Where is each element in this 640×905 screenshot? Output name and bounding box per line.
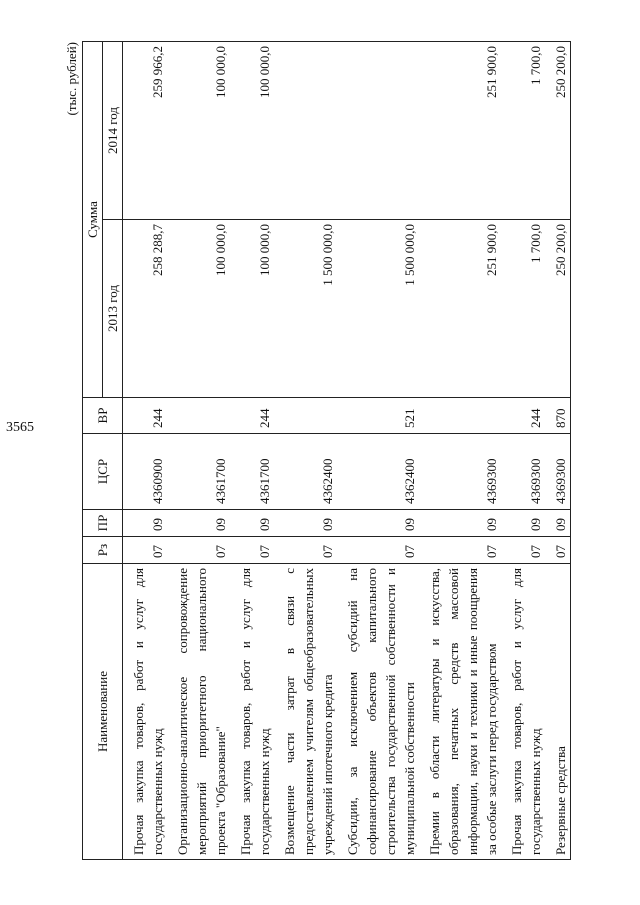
row-sum-2013: 1 700,0 <box>501 220 545 398</box>
row-csr: 4369300 <box>545 434 571 510</box>
units-label: (тыс. рублей) <box>64 42 79 116</box>
header-year-2014: 2014 год <box>103 42 123 220</box>
row-sum-2014 <box>274 42 337 220</box>
row-pr: 09 <box>123 510 168 537</box>
table-row <box>545 42 571 860</box>
row-rz: 07 <box>545 537 571 564</box>
header-pr: ПР <box>83 510 123 537</box>
header-csr: ЦСР <box>83 434 123 510</box>
row-csr: 4361700 <box>230 434 274 510</box>
table-row <box>337 42 419 860</box>
row-sum-2013: 258 288,7 <box>123 220 168 398</box>
header-year-2013: 2013 год <box>103 220 123 398</box>
row-csr: 4369300 <box>419 434 501 510</box>
row-sum-2014: 250 200,0 <box>545 42 571 220</box>
table-row <box>230 42 274 860</box>
table-row <box>274 42 337 860</box>
row-pr: 09 <box>501 510 545 537</box>
table-row <box>419 42 501 860</box>
row-sum-2013: 250 200,0 <box>545 220 571 398</box>
row-rz: 07 <box>167 537 230 564</box>
row-csr: 4361700 <box>167 434 230 510</box>
row-csr: 4362400 <box>274 434 337 510</box>
budget-table <box>82 41 571 860</box>
table-row <box>167 42 230 860</box>
rotated-page <box>0 20 640 880</box>
row-vr: 244 <box>501 398 545 434</box>
row-name: Премии в области литературы и искусства, образования, печатных средств массовой информации, науки и техники и иные поощрения за особые заслуги перед государством <box>419 564 501 860</box>
header-vr: ВР <box>83 398 123 434</box>
row-rz: 07 <box>274 537 337 564</box>
row-vr: 870 <box>545 398 571 434</box>
row-pr: 09 <box>337 510 419 537</box>
row-csr: 4360900 <box>123 434 168 510</box>
row-sum-2013: 1 500 000,0 <box>337 220 419 398</box>
row-name: Прочая закупка товаров, работ и услуг для государственных нужд <box>123 564 168 860</box>
row-pr: 09 <box>545 510 571 537</box>
row-vr <box>419 398 501 434</box>
table-row <box>123 42 168 860</box>
row-vr: 521 <box>337 398 419 434</box>
row-vr: 244 <box>230 398 274 434</box>
row-pr: 09 <box>230 510 274 537</box>
header-name: Наименование <box>83 564 123 860</box>
row-sum-2014: 100 000,0 <box>230 42 274 220</box>
row-sum-2013: 251 900,0 <box>419 220 501 398</box>
row-sum-2014: 251 900,0 <box>419 42 501 220</box>
header-rz: Рз <box>83 537 123 564</box>
row-name: Прочая закупка товаров, работ и услуг для государственных нужд <box>230 564 274 860</box>
row-name: Организационно-аналитическое сопровождение мероприятий приоритетного национального проекта "Образование" <box>167 564 230 860</box>
row-sum-2013: 100 000,0 <box>230 220 274 398</box>
header-sum: Сумма <box>83 42 103 398</box>
page-number: 3565 <box>6 420 34 435</box>
row-name: Резервные средства <box>545 564 571 860</box>
row-sum-2014: 100 000,0 <box>167 42 230 220</box>
row-pr: 09 <box>419 510 501 537</box>
row-rz: 07 <box>230 537 274 564</box>
row-name: Возмещение части затрат в связи с предоставлением учителям общеобразовательных учреждений ипотечного кредита <box>274 564 337 860</box>
row-sum-2013: 100 000,0 <box>167 220 230 398</box>
row-rz: 07 <box>501 537 545 564</box>
row-name: Прочая закупка товаров, работ и услуг для государственных нужд <box>501 564 545 860</box>
row-sum-2013: 1 500 000,0 <box>274 220 337 398</box>
row-pr: 09 <box>167 510 230 537</box>
row-vr <box>274 398 337 434</box>
row-csr: 4362400 <box>337 434 419 510</box>
row-rz: 07 <box>419 537 501 564</box>
row-vr: 244 <box>123 398 168 434</box>
row-pr: 09 <box>274 510 337 537</box>
row-sum-2014 <box>337 42 419 220</box>
table-row <box>501 42 545 860</box>
row-csr: 4369300 <box>501 434 545 510</box>
row-vr <box>167 398 230 434</box>
row-sum-2014: 259 966,2 <box>123 42 168 220</box>
row-sum-2014: 1 700,0 <box>501 42 545 220</box>
row-name: Субсидии, за исключением субсидий на софинансирование объектов капитального строительства государственной собственности и муниципальной собственности <box>337 564 419 860</box>
header-row <box>83 42 103 860</box>
row-rz: 07 <box>123 537 168 564</box>
row-rz: 07 <box>337 537 419 564</box>
